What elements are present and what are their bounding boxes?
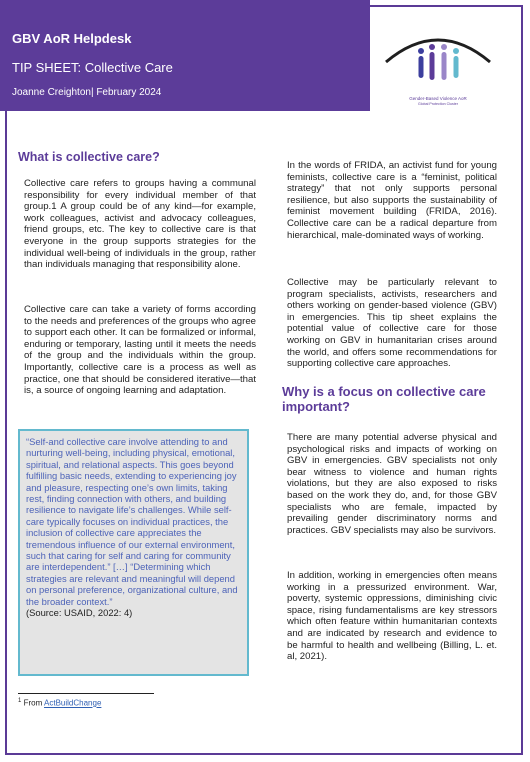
right-p4: In addition, working in emergencies often means working in a pressurized environment. War, poverty, systemic oppressions, diminishing civic space, rising fundamentalisms are key stressors which often feature within humanitarian contexts and are indicated by research and evidence to be harmful to health and wellbeing (Billing, L. et. al, 2021). [287, 570, 497, 663]
right-p1: In the words of FRIDA, an activist fund for young feminists, collective care is a “feminist, political strategy” that not only supports personal resilience, but also supports the sustainability of feminist movement building (FRIDA, 2016). Collective care can be a radical departure from hierarchical, male-dominated ways of working. [287, 160, 497, 241]
left-p1: Collective care refers to groups having a communal responsibility for every individual member of that group.1 A group could be of any kind—for example, work colleagues, activist and advocacy colleagues, friend groups, etc. The key to collective care is that everyone in the group supports strategies for the individual well-being of individuals in the group, rather than individuals managing that responsibility alone. [24, 178, 256, 271]
left-paragraph-2 [24, 304, 256, 397]
helpdesk-title: GBV AoR Helpdesk [12, 31, 132, 46]
right-paragraph-4 [287, 570, 497, 663]
logo-caption: Gender-Based Violence AoR [409, 96, 467, 101]
quote-text: “Self-and collective care involve attending to and nurturing well-being, including physical, emotional, spiritual, and relational aspects. This goes beyond fulfilling basic needs, extending to experiencing joy and pleasure, respecting one’s own limits, taking rest, finding connection with others, and building resilience to navigate life’s challenges. While self-care typically focuses on individual practices, the inclusion of collective care appreciates the tremendous influence of our external environment, such that caring for self and caring for community are interdependent.” […] “Determining which strategies are relevant and meaningful will depend on personal preference, organizational culture, and the broader context.” [26, 436, 238, 607]
left-paragraph-1 [24, 178, 256, 271]
right-p3: There are many potential adverse physical and psychological risks and impacts of working on GBV in emergencies. GBV specialists not only bear witness to violence and human rights violations, but they are also exposed to risks based on the work they do, and, for those GBV specialists who are female, impacted by prevailing gender discriminatory norms and practices. GBV specialists may also be survivors. [287, 432, 497, 536]
gbv-aor-logo [378, 24, 498, 124]
footnote-divider [18, 693, 154, 694]
footnote [18, 698, 101, 708]
footnote-link[interactable]: ActBuildChange [44, 698, 102, 708]
logo-figures-icon [378, 24, 498, 94]
left-p2: Collective care can take a variety of forms according to the needs and preferences of the groups who agree to support each other. It can be formalized or informal, enduring or temporary, lasting until it meets the needs of the group and the individuals within the group. Importantly, collective care is a process as well as practice, one that should be considered iterative—that is, a source of ongoing learning and adaptation. [24, 304, 256, 397]
quote-box [18, 429, 249, 676]
right-paragraph-1 [287, 160, 497, 241]
author-date: Joanne Creighton| February 2024 [12, 87, 162, 98]
footnote-prefix: From [23, 698, 45, 708]
tip-sheet-title: TIP SHEET: Collective Care [12, 60, 173, 75]
right-p2: Collective may be particularly relevant to program specialists, activists, researchers and others working on gender-based violence (GBV) in emergencies. This tip sheet explains the potential value of collective care for those working on GBV in humanitarian crises around the world, and offers some recommendations for supporting collective care approaches. [287, 277, 497, 370]
logo-subcaption: Global Protection Cluster [418, 102, 458, 106]
right-paragraph-2 [287, 277, 497, 370]
heading-why-focus: Why is a focus on collective care important? [282, 384, 486, 414]
quote-source: (Source: USAID, 2022: 4) [26, 607, 133, 619]
footnote-number: 1 [18, 698, 22, 704]
right-paragraph-3 [287, 432, 497, 536]
heading-what-is-collective-care: What is collective care? [18, 150, 160, 164]
header-banner [0, 0, 370, 111]
